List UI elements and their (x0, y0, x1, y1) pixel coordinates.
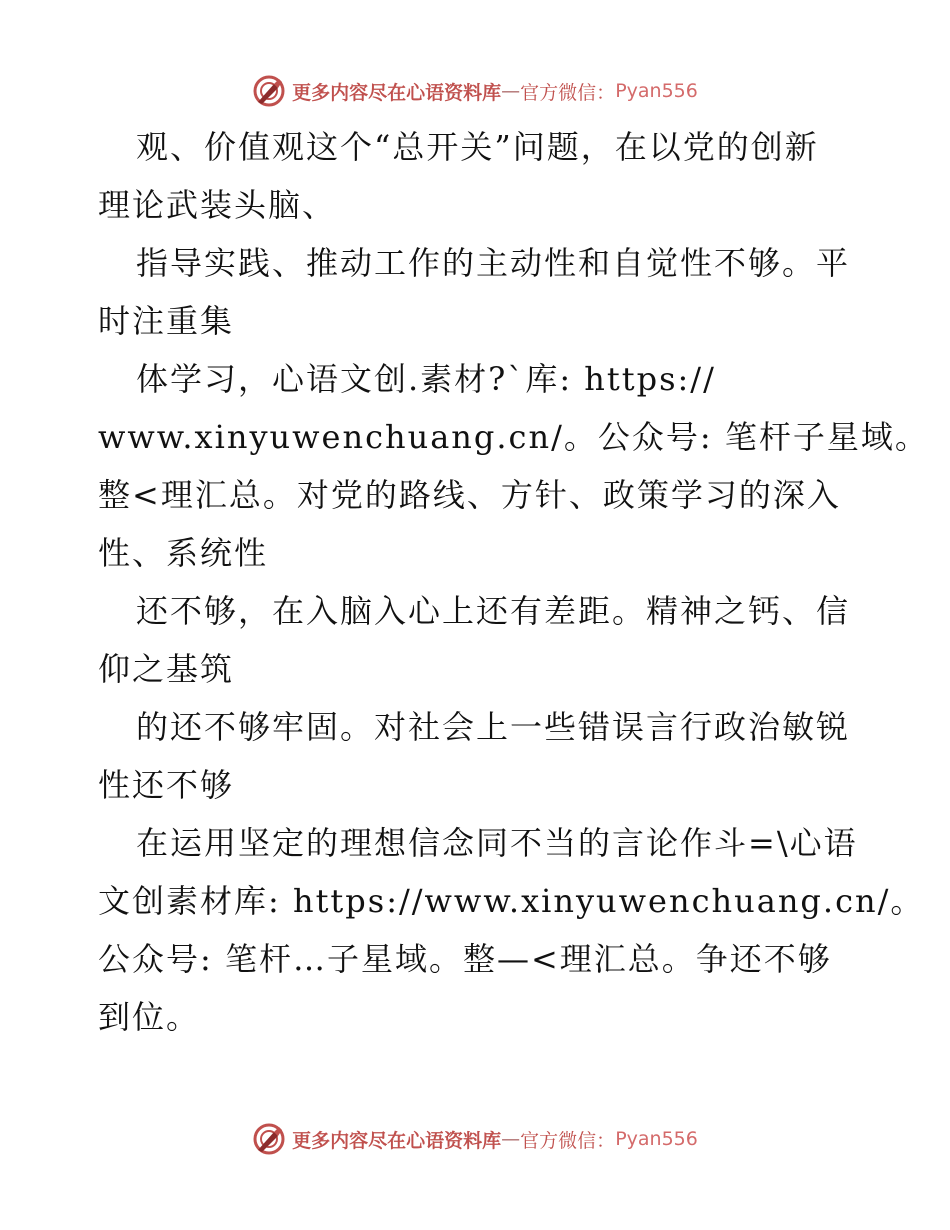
body-line: 公众号: 笔杆…子星域。整—<理汇总。争还不够 (98, 940, 832, 978)
footer-wechat-label: 官方微信： (520, 1129, 616, 1152)
body-line: 的还不够牢固。对社会上一些错误言行政治敏锐 (136, 708, 851, 746)
body-line: 在运用坚定的理想信念同不当的言论作斗=\心语 (136, 824, 858, 862)
body-line: 性、系统性 (98, 534, 269, 572)
body-line: 文创素材库: https://www.xinyuwenchuang.cn/。 (98, 882, 925, 920)
body-line: 观、价值观这个“总开关”问题，在以党的创新 (136, 128, 819, 166)
body-line: 仰之基筑 (98, 650, 235, 688)
pen-logo-icon (252, 74, 286, 108)
body-line: 指导实践、推动工作的主动性和自觉性不够。平 (136, 244, 851, 282)
footer-banner (0, 1120, 950, 1158)
pen-logo-icon (252, 1122, 286, 1156)
body-line: www.xinyuwenchuang.cn/。公众号: 笔杆子星域。 (98, 418, 929, 456)
body-line: 到位。 (98, 998, 201, 1036)
header-wechat-label: 官方微信： (520, 81, 616, 104)
header-wechat-handle: Pyan556 (615, 80, 698, 102)
document-body (98, 118, 929, 1046)
footer-wechat-handle: Pyan556 (615, 1128, 698, 1150)
body-line: 理论武装头脑、 (98, 186, 337, 224)
body-line: 时注重集 (98, 302, 235, 340)
footer-promo-text: 更多内容尽在心语资料库 (292, 1129, 502, 1152)
body-line: 性还不够 (98, 766, 235, 804)
footer-separator: — (501, 1128, 521, 1150)
header-separator: — (501, 80, 521, 102)
body-line: 还不够，在入脑入心上还有差距。精神之钙、信 (136, 592, 851, 630)
header-banner (0, 72, 950, 110)
body-line: 体学习，心语文创.素材?`库: https:// (136, 360, 716, 398)
body-line: 整<理汇总。对党的路线、方针、政策学习的深入 (98, 476, 841, 514)
header-promo-text: 更多内容尽在心语资料库 (292, 81, 502, 104)
